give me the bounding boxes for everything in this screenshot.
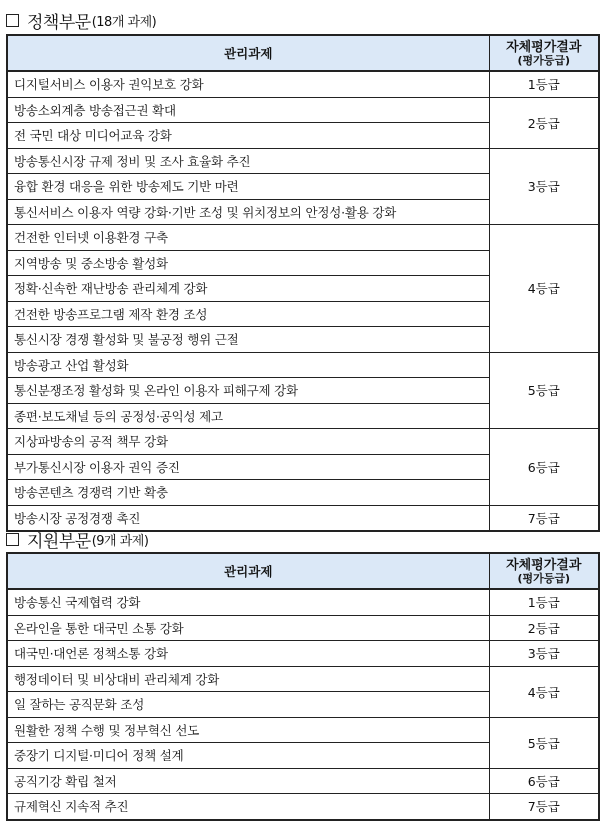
- task-cell: 건전한 인터넷 이용환경 구축: [7, 225, 489, 251]
- header-result: 자체평가결과 (평가등급): [489, 35, 599, 71]
- table-row: [7, 148, 599, 174]
- table-row: [7, 352, 599, 378]
- table-row: [7, 225, 599, 251]
- task-cell: 종편·보도채널 등의 공정성·공익성 제고: [7, 403, 489, 429]
- table-row: [7, 666, 599, 692]
- grade-cell: 5등급: [489, 717, 599, 768]
- task-cell: 방송시장 공정경쟁 촉진: [7, 505, 489, 531]
- task-cell: 원활한 정책 수행 및 정부혁신 선도: [7, 717, 489, 743]
- grade-cell: 7등급: [489, 794, 599, 820]
- task-cell: 정확·신속한 재난방송 관리체계 강화: [7, 276, 489, 302]
- task-cell: 지역방송 및 중소방송 활성화: [7, 250, 489, 276]
- task-cell: 방송통신 국제협력 강화: [7, 589, 489, 615]
- table-header-row: [7, 553, 599, 589]
- task-cell: 전 국민 대상 미디어교육 강화: [7, 123, 489, 149]
- policy-section-title: [6, 8, 156, 33]
- task-cell: 융합 환경 대응을 위한 방송제도 기반 마련: [7, 174, 489, 200]
- support-section-title: [6, 527, 148, 552]
- table-row: [7, 794, 599, 820]
- task-cell: 중장기 디지털·미디어 정책 설계: [7, 743, 489, 769]
- task-cell: 디지털서비스 이용자 권익보호 강화: [7, 71, 489, 97]
- support-title-text: 지원부문: [27, 532, 91, 552]
- policy-table: [6, 34, 600, 532]
- grade-cell: 1등급: [489, 71, 599, 97]
- table-row: [7, 589, 599, 615]
- task-cell: 통신시장 경쟁 활성화 및 불공정 행위 근절: [7, 327, 489, 353]
- grade-cell: 3등급: [489, 148, 599, 225]
- table-row: [7, 429, 599, 455]
- table-row: [7, 97, 599, 123]
- task-cell: 일 잘하는 공직문화 조성: [7, 692, 489, 718]
- header-task: 관리과제: [7, 35, 489, 71]
- header-result: 자체평가결과 (평가등급): [489, 553, 599, 589]
- grade-cell: 4등급: [489, 225, 599, 353]
- grade-cell: 6등급: [489, 429, 599, 506]
- grade-cell: 2등급: [489, 97, 599, 148]
- support-subtitle-text: (9개 과제): [91, 534, 149, 549]
- task-cell: 부가통신시장 이용자 권익 증진: [7, 454, 489, 480]
- grade-cell: 5등급: [489, 352, 599, 429]
- task-cell: 방송광고 산업 활성화: [7, 352, 489, 378]
- task-cell: 방송통신시장 규제 정비 및 조사 효율화 추진: [7, 148, 489, 174]
- table-row: [7, 71, 599, 97]
- task-cell: 지상파방송의 공적 책무 강화: [7, 429, 489, 455]
- task-cell: 온라인을 통한 대국민 소통 강화: [7, 615, 489, 641]
- table-row: [7, 615, 599, 641]
- table-row: [7, 768, 599, 794]
- policy-title-text: 정책부문: [27, 13, 91, 33]
- support-table: [6, 552, 600, 821]
- task-cell: 공직기강 확립 철저: [7, 768, 489, 794]
- grade-cell: 7등급: [489, 505, 599, 531]
- header-task: 관리과제: [7, 553, 489, 589]
- task-cell: 행정데이터 및 비상대비 관리체계 강화: [7, 666, 489, 692]
- task-cell: 통신서비스 이용자 역량 강화·기반 조성 및 위치정보의 안정성·활용 강화: [7, 199, 489, 225]
- task-cell: 건전한 방송프로그램 제작 환경 조성: [7, 301, 489, 327]
- grade-cell: 2등급: [489, 615, 599, 641]
- task-cell: 대국민·대언론 정책소통 강화: [7, 641, 489, 667]
- checkbox-square-icon: [6, 533, 19, 546]
- policy-subtitle-text: (18개 과제): [91, 15, 157, 30]
- grade-cell: 6등급: [489, 768, 599, 794]
- task-cell: 방송소외계층 방송접근권 확대: [7, 97, 489, 123]
- task-cell: 통신분쟁조정 활성화 및 온라인 이용자 피해구제 강화: [7, 378, 489, 404]
- grade-cell: 1등급: [489, 589, 599, 615]
- task-cell: 방송콘텐츠 경쟁력 기반 확충: [7, 480, 489, 506]
- checkbox-square-icon: [6, 14, 19, 27]
- table-header-row: [7, 35, 599, 71]
- table-row: [7, 717, 599, 743]
- task-cell: 규제혁신 지속적 추진: [7, 794, 489, 820]
- table-row: [7, 641, 599, 667]
- grade-cell: 3등급: [489, 641, 599, 667]
- grade-cell: 4등급: [489, 666, 599, 717]
